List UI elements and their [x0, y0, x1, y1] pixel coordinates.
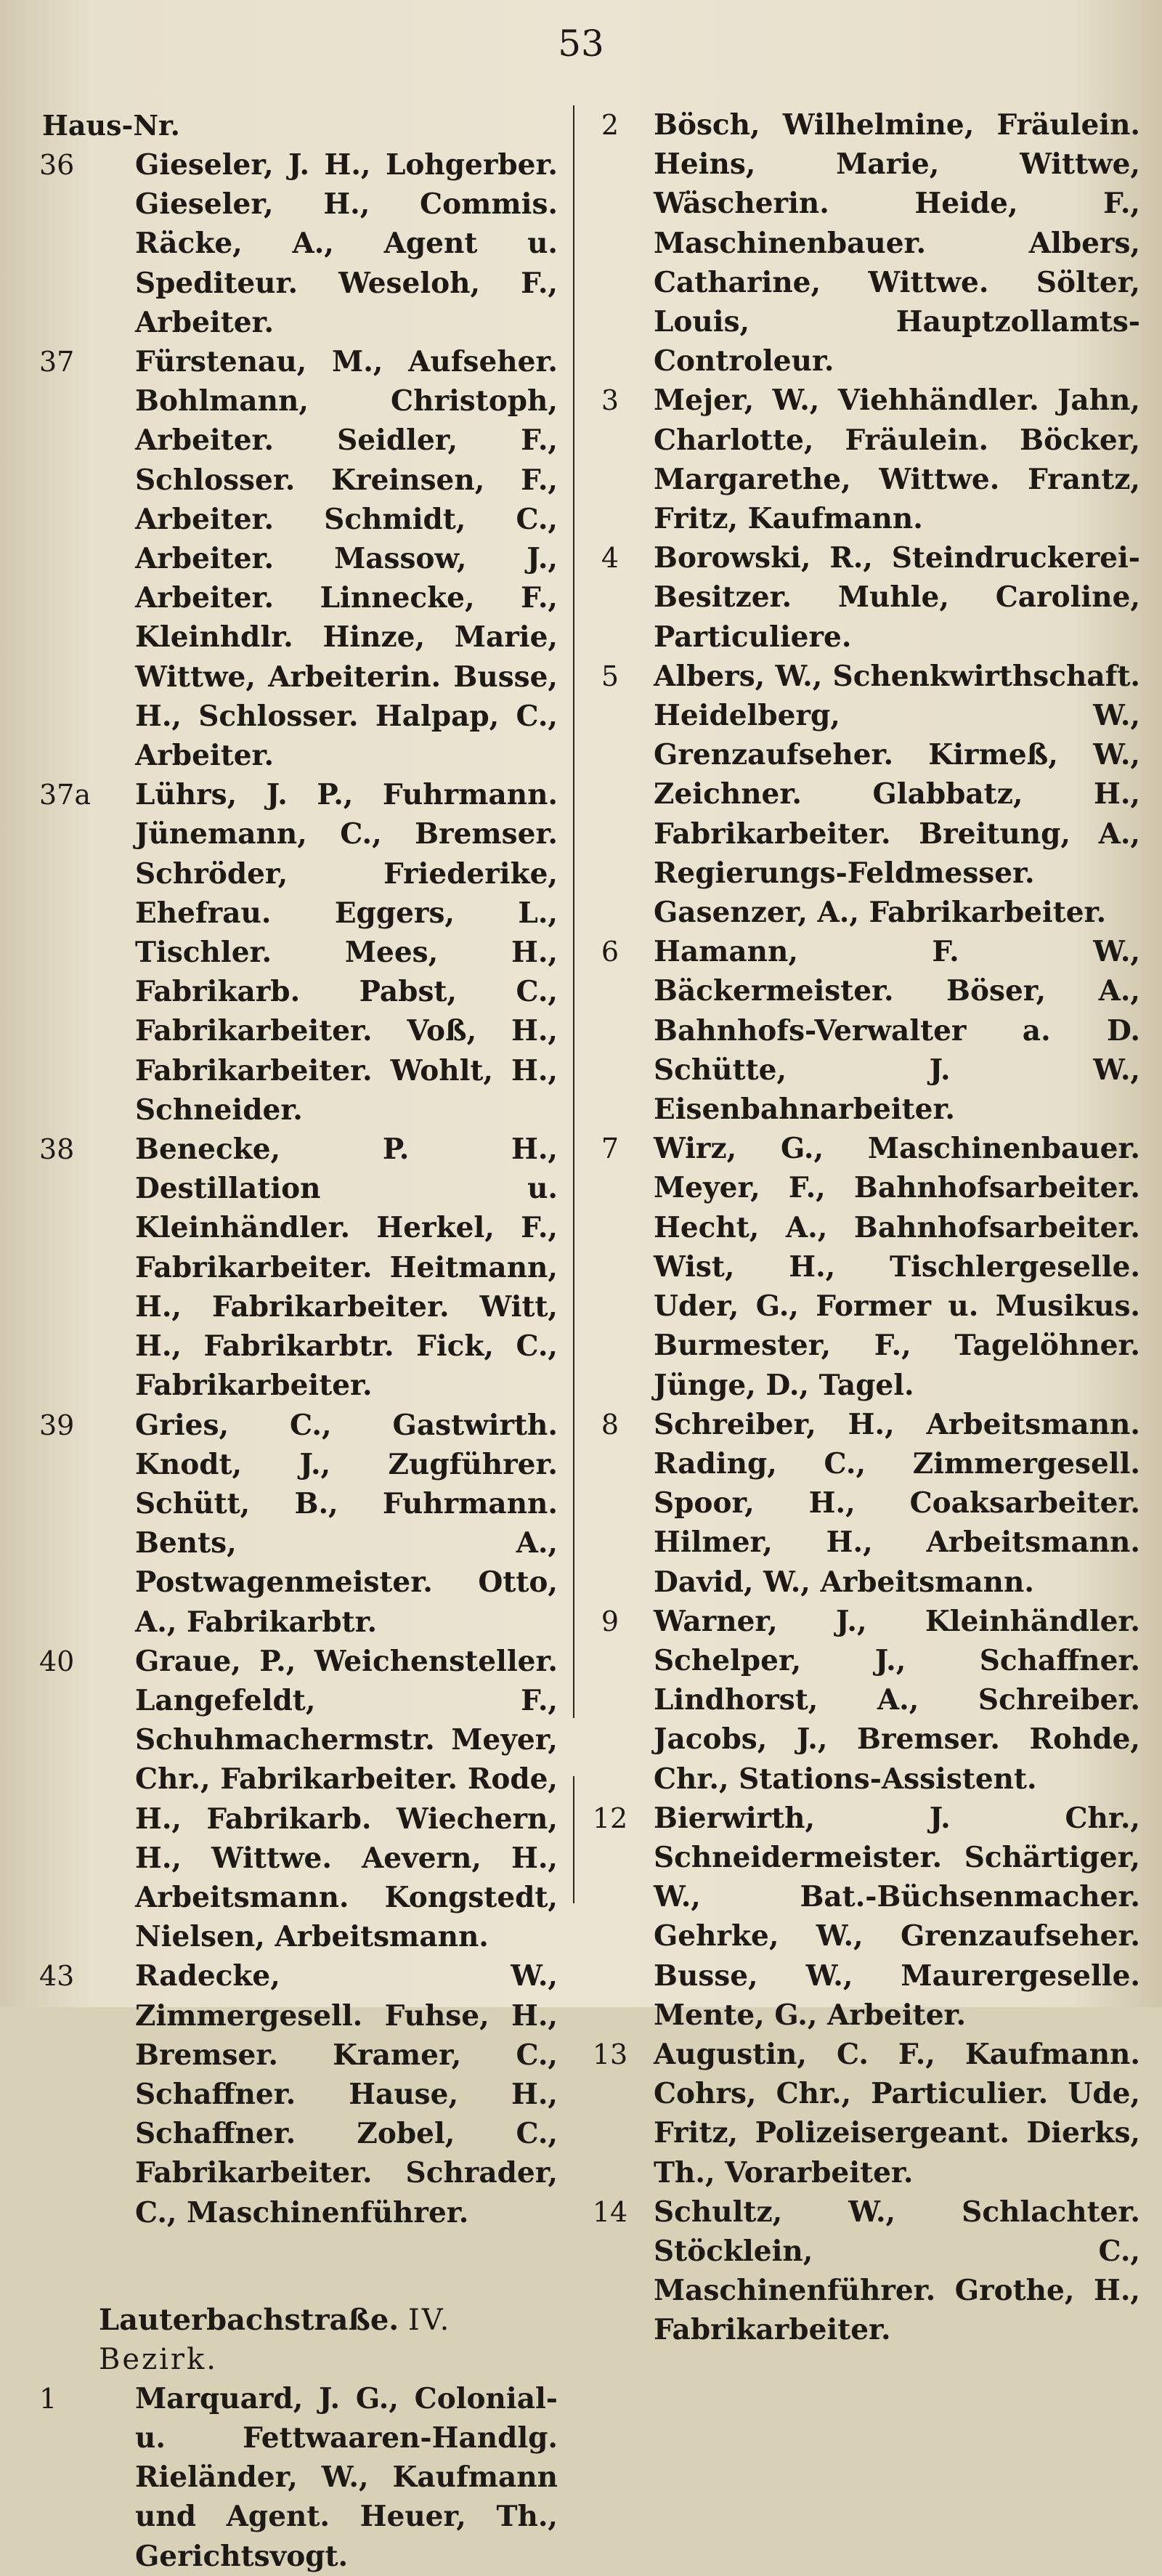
house-number: 12 — [592, 1802, 628, 1834]
house-entry — [28, 2379, 558, 2576]
house-number-header: Haus-Nr. — [42, 109, 180, 142]
resident-text: Radecke, W., Zimmergesell. Fuhse, H., Bremser. Kramer, C., Schaffner. Hause, H., Schaffner. Zobel, C., Fabrikarbeiter. Schrader, C., Maschinenführer. — [135, 1959, 558, 2229]
resident-text: Graue, P., Weichensteller. Langefeldt, F., Schuhmachermstr. Meyer, Chr., Fabrikarbeiter. Rode, H., Fabrikarb. Wiechern, H., Wittwe. Aevern, H., Arbeitsmann. Kongstedt, Nielsen, Arbeitsmann. — [135, 1644, 558, 1954]
resident-text: Schreiber, H., Arbeitsmann. Rading, C., Zimmergesell. Spoor, H., Coaksarbeiter. Hilmer, H., Arbeitsmann. David, W., Arbeitsmann. — [654, 1407, 1140, 1599]
resident-text: Hamann, F. W., Bäckermeister. Böser, A., Bahnhofs-Verwalter a. D. Schütte, J. W., Eisenbahnarbeiter. — [654, 935, 1140, 1127]
resident-text: Bierwirth, J. Chr., Schneidermeister. Schärtiger, W., Bat.-Büchsenmacher. Gehrke, W., Grenzaufseher. Busse, W., Maurergeselle. Mente, G., Arbeiter. — [654, 1801, 1140, 2032]
house-number: 14 — [592, 2195, 628, 2228]
resident-text: Borowski, R., Steindruckerei-Besitzer. Muhle, Caroline, Particuliere. — [654, 541, 1140, 654]
house-entry — [588, 2192, 1140, 2350]
resident-text: Lührs, J. P., Fuhrmann. Jünemann, C., Bremser. Schröder, Friederike, Ehefrau. Eggers, L., Tischler. Mees, H., Fabrikarb. Pabst, C., Fabrikarbeiter. Voß, H., Fabrikarbeiter. Wohlt, H., Schneider. — [135, 778, 558, 1127]
resident-text: Mejer, W., Viehhändler. Jahn, Charlotte, Fräulein. Böcker, Margarethe, Wittwe. Frantz, Fritz, Kaufmann. — [654, 384, 1140, 536]
house-number: 13 — [592, 2038, 628, 2070]
right-column — [588, 105, 1140, 2350]
house-number: 37a — [39, 779, 92, 811]
resident-text: Marquard, J. G., Colonial- u. Fettwaaren-Handlg. Rieländer, W., Kaufmann und Agent. Heuer, Th., Gerichtsvogt. — [135, 2381, 558, 2573]
resident-text: Fürstenau, M., Aufseher. Bohlmann, Christoph, Arbeiter. Seidler, F., Schlosser. Kreinsen, F., Arbeiter. Schmidt, C., Arbeiter. Massow, J., Arbeiter. Linnecke, F., Kleinhdlr. Hinze, Marie, Wittwe, Arbeiterin. Busse, H., Schlosser. Halpap, C., Arbeiter. — [135, 345, 558, 773]
house-entry — [588, 105, 1140, 381]
resident-text: Albers, W., Schenkwirthschaft. Heidelberg, W., Grenzaufseher. Kirmeß, W., Zeichner. Glabbatz, H., Fabrikarbeiter. Breitung, A., Regierungs-Feldmesser. Gasenzer, A., Fabrikarbeiter. — [654, 659, 1140, 930]
house-entry — [28, 1130, 558, 1405]
house-entry — [588, 657, 1140, 932]
house-number: 4 — [601, 542, 619, 575]
house-number: 36 — [39, 149, 75, 181]
street-entry-list — [28, 2379, 558, 2576]
resident-text: Wirz, G., Maschinenbauer. Meyer, F., Bahnhofsarbeiter. Hecht, A., Bahnhofsarbeiter. Wist, H., Tischlergeselle. Uder, G., Former u. Musikus. Burmester, F., Tagelöhner. Jünge, D., Tagel. — [654, 1132, 1140, 1402]
street-district: IV. Bezirk. — [99, 2303, 452, 2376]
house-number: 43 — [39, 1960, 75, 1993]
house-number: 1 — [39, 2382, 57, 2415]
column-divider-lower — [573, 1776, 574, 1903]
resident-text: Schultz, W., Schlachter. Stöcklein, C., Maschinenführer. Grothe, H., Fabrikarbeiter. — [654, 2195, 1140, 2347]
house-number: 37 — [39, 346, 75, 378]
house-number: 7 — [601, 1133, 619, 1165]
house-number: 38 — [39, 1133, 75, 1166]
house-entry — [28, 1642, 558, 1957]
house-entry — [588, 538, 1140, 657]
house-number: 9 — [601, 1605, 619, 1637]
resident-text: Gieseler, J. H., Lohgerber. Gieseler, H., Commis. Räcke, A., Agent u. Spediteur. Weseloh, F., Arbeiter. — [135, 148, 558, 339]
house-number: 6 — [601, 936, 619, 968]
house-number: 8 — [601, 1408, 619, 1441]
house-entry — [588, 1602, 1140, 1799]
resident-text: Bösch, Wilhelmine, Fräulein. Heins, Marie, Wittwe, Wäscherin. Heide, F., Maschinenbauer. Albers, Catharine, Wittwe. Sölter, Louis, Hauptzollamts-Controleur. — [654, 108, 1140, 378]
house-entry — [588, 1129, 1140, 1404]
resident-text: Benecke, P. H., Destillation u. Kleinhändler. Herkel, F., Fabrikarbeiter. Heitmann, H., Fabrikarbeiter. Witt, H., Fabrikarbtr. Fick, C., Fabrikarbeiter. — [135, 1133, 558, 1403]
house-entry — [588, 1799, 1140, 2035]
house-entry — [28, 775, 558, 1130]
street-name: Lauterbachstraße. — [99, 2302, 399, 2337]
resident-text: Augustin, C. F., Kaufmann. Cohrs, Chr., Particulier. Ude, Fritz, Polizeisergeant. Dierks, Th., Vorarbeiter. — [654, 2037, 1140, 2190]
house-entry — [28, 342, 558, 775]
house-entry — [588, 1405, 1140, 1602]
house-number: 39 — [39, 1409, 75, 1441]
house-entry — [28, 145, 558, 342]
house-number: 5 — [601, 660, 619, 692]
house-number: 2 — [601, 109, 619, 141]
resident-text: Warner, J., Kleinhändler. Schelper, J., Schaffner. Lindhorst, A., Schreiber. Jacobs, J., Bremser. Rohde, Chr., Stations-Assistent. — [654, 1604, 1140, 1796]
house-number: 40 — [39, 1645, 75, 1677]
left-column — [28, 105, 558, 2576]
house-entry — [588, 381, 1140, 538]
house-entry — [28, 1956, 558, 2232]
left-entry-list — [28, 145, 558, 2232]
column-divider — [573, 105, 574, 1718]
page-number: 53 — [558, 23, 604, 65]
house-entry — [28, 1406, 558, 1642]
house-entry — [588, 932, 1140, 1129]
right-entry-list — [588, 105, 1140, 2350]
resident-text: Gries, C., Gastwirth. Knodt, J., Zugführer. Schütt, B., Fuhrmann. Bents, A., Postwagenmeister. Otto, A., Fabrikarbtr. — [135, 1408, 558, 1639]
house-number: 3 — [601, 384, 619, 417]
house-entry — [588, 2035, 1140, 2192]
street-heading — [99, 2301, 558, 2379]
